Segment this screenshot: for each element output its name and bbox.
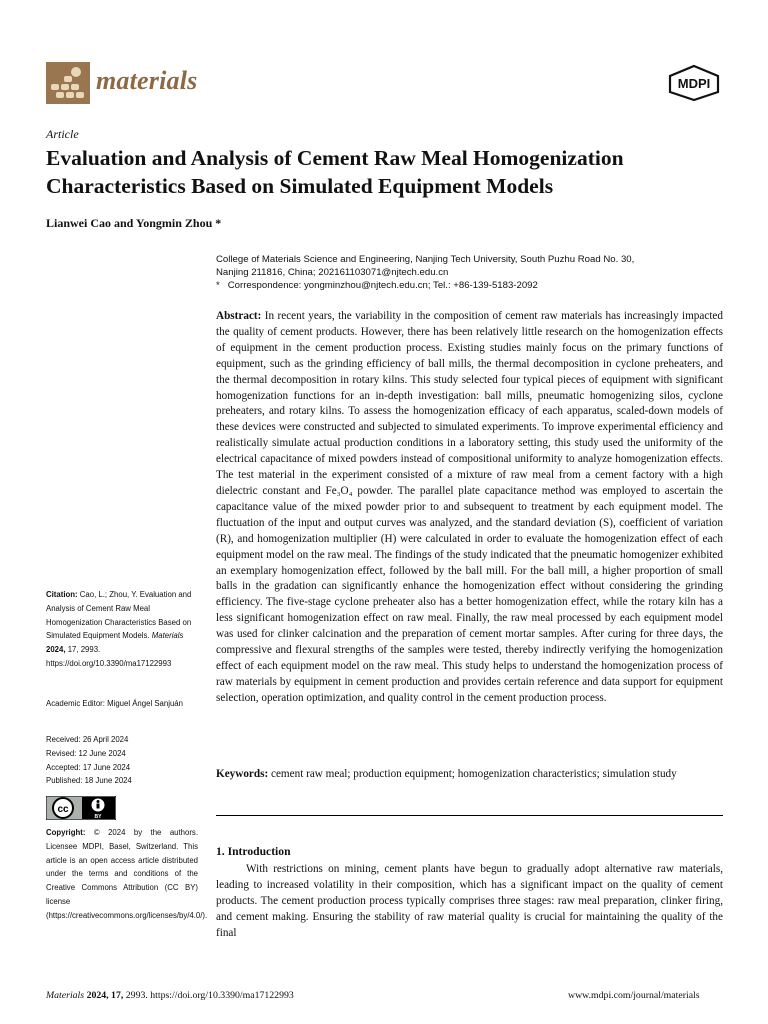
keywords bbox=[216, 767, 723, 783]
citation-text: Cao, L.; Zhou, Y. Evaluation and Analysis of Cement Raw Meal Homogenization Characteristics Based on Simulated Equipment Models. bbox=[46, 590, 192, 641]
citation-journal: Materials bbox=[151, 631, 184, 641]
svg-text:BY: BY bbox=[94, 814, 102, 820]
mdpi-logo-icon bbox=[666, 64, 722, 102]
footer-journal-url[interactable]: www.mdpi.com/journal/materials bbox=[568, 990, 700, 1001]
dates-block bbox=[46, 733, 198, 788]
section-divider bbox=[216, 815, 723, 816]
mdpi-logo-text: MDPI bbox=[677, 76, 711, 91]
correspondence-text: Correspondence: yongminzhou@njtech.edu.cn; Tel.: +86-139-5183-2092 bbox=[227, 280, 538, 291]
affiliation-line: Nanjing 211816, China; 202161103071@njtech.edu.cn bbox=[216, 267, 449, 278]
citation-year: 2024, bbox=[46, 645, 66, 655]
cc-by-icon bbox=[46, 796, 116, 820]
keywords-text: cement raw meal; production equipment; homogenization characteristics; simulation study bbox=[271, 768, 677, 780]
abstract bbox=[216, 309, 723, 707]
correspondence-line bbox=[216, 279, 538, 293]
published-date: Published: 18 June 2024 bbox=[46, 776, 132, 786]
citation-block bbox=[46, 588, 198, 671]
copyright-label: Copyright: bbox=[46, 828, 86, 837]
footer-year-volume: 2024, 17, bbox=[86, 990, 124, 1001]
copyright-text: © 2024 by the authors. Licensee MDPI, Basel, Switzerland. This article is an open access article distributed under the terms and conditions of the Creative Commons Attribution (CC BY) license (https://creativecommons.org/licenses/by/4.0/). bbox=[46, 828, 208, 920]
accepted-date: Accepted: 17 June 2024 bbox=[46, 762, 131, 772]
abstract-label: Abstract: bbox=[216, 310, 262, 322]
article-title: Evaluation and Analysis of Cement Raw Meal Homogenization Characteristics Based on Simulated Equipment Models bbox=[46, 146, 624, 198]
correspondence-marker: * bbox=[216, 280, 220, 291]
copyright-block bbox=[46, 826, 208, 923]
revised-date: Revised: 12 June 2024 bbox=[46, 748, 126, 758]
mdpi-logo[interactable] bbox=[666, 64, 722, 102]
keywords-label: Keywords: bbox=[216, 768, 269, 780]
affiliation-line: College of Materials Science and Engineering, Nanjing Tech University, South Puzhu Road No. 30, bbox=[216, 254, 635, 265]
citation-doi-link[interactable]: 17, 2993. https://doi.org/10.3390/ma17122993 bbox=[46, 645, 172, 668]
footer-journal: Materials bbox=[46, 990, 85, 1001]
journal-name: materials bbox=[96, 66, 198, 95]
author-list: Lianwei Cao and Yongmin Zhou * bbox=[46, 216, 222, 230]
citation-label: Citation: bbox=[46, 590, 78, 599]
academic-editor: Academic Editor: Miguel Ángel Sanjuán bbox=[46, 699, 183, 708]
journal-logo-icon bbox=[46, 62, 90, 104]
introduction-paragraph: With restrictions on mining, cement plants have begun to gradually adopt alternative raw materials, leading to increased volatility in their composition, which has a significant impact on the quality of cement products. The cement production process typically comprises three stages: raw meal preparation, clinker firing, and cement making. Ensuring the stability of raw material quality is crucial for maintaining the quality of the final bbox=[216, 863, 723, 939]
cc-license-badge[interactable] bbox=[46, 796, 116, 820]
section-heading: 1. Introduction bbox=[216, 845, 291, 858]
footer-citation bbox=[46, 990, 294, 1001]
footer-doi[interactable]: 2993. https://doi.org/10.3390/ma17122993 bbox=[125, 990, 294, 1001]
svg-text:cc: cc bbox=[57, 804, 69, 815]
abstract-text: In recent years, the variability in the composition of cement raw materials has increasingly impacted the quality of cement products. However, there has been relatively little research on the homogenization effects of equipment in the cement production process. Existing studies mainly focus on the primary functions of equipment, such as the grinding efficiency of ball mills, the thermal decomposition in cyclone preheaters, and the thermal decomposition in rotary kilns. This study selected four typical pieces of equipment with significant homogenization functions for an in-depth investigation: ball mills, pneumatic homogenizing silos, cyclone preheaters, and rotary kilns. To assess the homogenization efficacy of each apparatus, scaled-down models of these devices were constructed and subjected to simulated experiments. To improve experimental efficiency and realistically simulate actual production conditions in a laboratory setting, this study used the uniformity of the electrical capacitance of mixed powders instead of compositional uniformity to analyze homogenization effects. The test material in the experiment consisted of a mixture of raw meal from a cement factory with a high dielectric constant and Fe₃O₄ powder. The parallel plate capacitance method was employed to ascertain the capacitance value of the mixed powder prior to and subsequent to treatment by each equipment model. The fluctuation of the input and output curves was analyzed, and the standard deviation (S), coefficient of variation (R), and homogenization multiplier (H) were calculated in order to evaluate the homogenization effect of each equipment model on the raw meal. The findings of the study indicated that the pneumatic homogenizer exhibited an exemplary homogenization effect, followed by the ball mill. For the ball mill, a higher proportion of small balls in the gradation can significantly enhance the homogenization effect without considering the grinding efficiency. The five-stage cyclone preheater also has a better homogenization effect, while the rotary kiln has a less significant homogenization effect on raw meal. Finally, the raw meal processed by each equipment model was used for clinker calcination and the preparation of cement mortar samples. After curing for three days, the compressive and flexural strengths of the samples were tested, thereby indirectly verifying the homogenization effect of each equipment model on the raw meal. This study helps to understand the homogenization process of raw materials by equipment in cement production and provides certain reference and data support for equipment selection, operation optimization, and quality control in the cement production process. bbox=[216, 310, 723, 704]
received-date: Received: 26 April 2024 bbox=[46, 735, 129, 744]
article-type: Article bbox=[46, 127, 79, 141]
